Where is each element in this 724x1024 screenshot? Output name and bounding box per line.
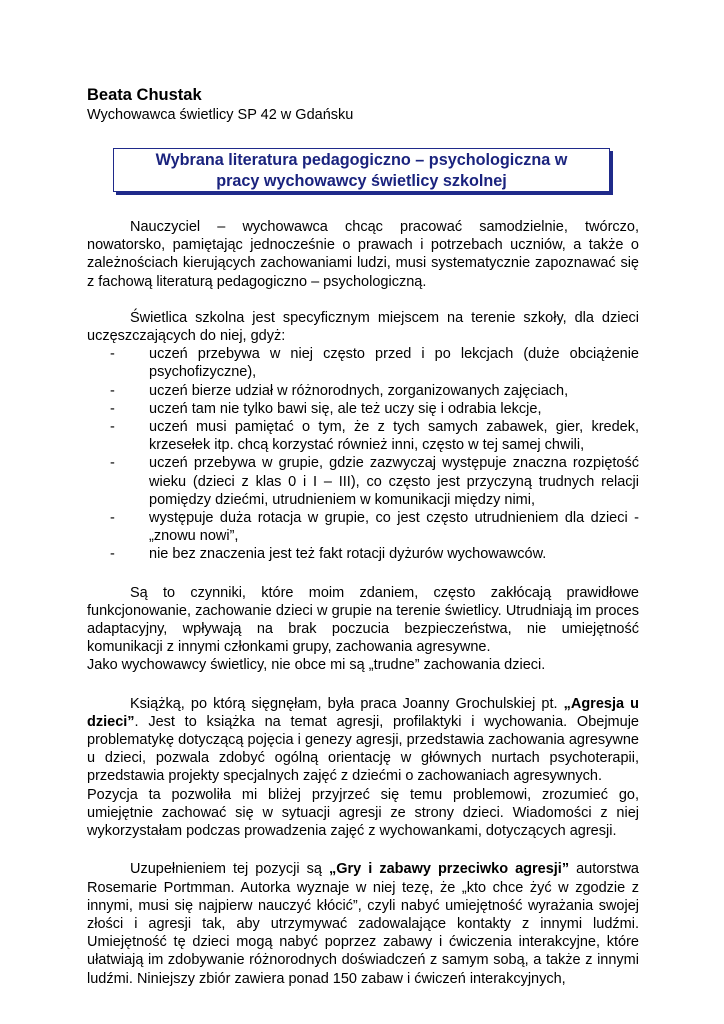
bullet-list (87, 345, 639, 563)
author-affiliation: Wychowawca świetlicy SP 42 w Gdańsku (87, 107, 354, 123)
paragraph-trudne-zachowania: Jako wychowawcy świetlicy, nie obce mi są „trudne” zachowania dzieci. (87, 657, 546, 674)
paragraph-intro: Nauczyciel – wychowawca chcąc pracować samodzielnie, twórczo, nowatorsko, pamiętając jednocześnie o prawach i potrzebach uczniów, a także o zależnościach kierujących zachowaniami ludzi, musi systematycznie zapoznawać się z fachową literaturą pedagogiczno – psychologiczną. (87, 219, 639, 290)
dash-bullet: - (110, 419, 115, 436)
dash-bullet: - (110, 455, 115, 472)
document-body (87, 218, 639, 988)
list-item: - uczeń przebywa w niej często przed i po lekcjach (duże obciążenie psychofizyczne), (110, 346, 639, 381)
author-name: Beata Chustak (87, 86, 202, 104)
paragraph-swietlica: Świetlica szkolna jest specyficznym miejscem na terenie szkoły, dla dzieci uczęszczających do niej, gdyż: (87, 309, 639, 345)
paragraph-pozycja: Pozycja ta pozwoliła mi bliżej przyjrzeć się temu problemowi, zrozumieć go, umiejętnie zachować się w sytuacji agresji ze strony dzieci. Wiadomości z niej wykorzystałam podczas prowadzenia zajęć z wychowankami, dotyczących agresji. (87, 786, 639, 840)
list-item: - nie bez znaczenia jest też fakt rotacji dyżurów wychowawców. (110, 546, 547, 563)
list-item: - uczeń przebywa w grupie, gdzie zazwyczaj występuje znaczna rozpiętość wieku (dzieci z klas 0 i I – III), co często jest przyczyną trudnych relacji pomiędzy dziećmi, utrudnieniem w komunikacji między nimi, (110, 455, 639, 508)
list-item: - występuje duża rotacja w grupie, co jest często utrudnieniem dla dzieci - „znowu nowi”, (110, 510, 639, 545)
list-item: - uczeń musi pamiętać o tym, że z tych samych zabawek, gier, kredek, krzesełek itp. chcą korzystać również inni, często w tej samej chwili, (110, 419, 639, 454)
title-box (113, 148, 610, 192)
dash-bullet: - (110, 546, 115, 563)
paragraph-czynniki: Są to czynniki, które moim zdaniem, często zakłócają prawidłowe funkcjonowanie, zachowanie dzieci w grupie na terenie świetlicy. Utrudniają im proces adaptacyjny, wpływają na brak poczucia bezpieczeństwa, nie umiejętność komunikacji z innymi członkami grupy, zachowania agresywne. (87, 584, 639, 656)
dash-bullet: - (110, 346, 115, 363)
paragraph-agresja-u-dzieci: Książką, po którą sięgnęłam, była praca Joanny Grochulskiej pt. „Agresja u dzieci”. Jest to książka na temat agresji, profilaktyki i wychowania. Obejmuje problematykę dotyczącą pojęcia i genezy agresji, przedstawia zachowania agresywne u dzieci, pozwala zdobyć ogólną orientację w głównych nurtach psychoterapii, przedstawia projekty specjalnych zajęć z dziećmi o zachowaniach agresywnych. (87, 695, 639, 785)
book-title-gry: „Gry i zabawy przeciwko agresji” (329, 861, 570, 878)
dash-bullet: - (110, 510, 115, 527)
book-title-agresja: „Agresja u dzieci” (87, 695, 639, 730)
dash-bullet: - (110, 400, 115, 417)
title-line-2: pracy wychowawcy świetlicy szkolnej (216, 172, 507, 190)
paragraph-gry-i-zabawy: Uzupełnieniem tej pozycji są „Gry i zabawy przeciwko agresji” autorstwa Rosemarie Portmman. Autorka wyznaje w niej tezę, że „kto chce żyć w zgodzie z innymi, musi się najpierw nauczyć kłócić”, czyli nabyć umiejętność wyrażania swojej złości i agresji tak, aby utrzymywać zadowalające kontakty z innymi ludźmi. Umiejętność tę dzieci mogą nabyć poprzez zabawy i ćwiczenia interakcyjne, które ułatwiają im zdobywanie różnorodnych doświadczeń z samym sobą, a także z innymi ludźmi. Niniejszy zbiór zawiera ponad 150 zabaw i ćwiczeń interakcyjnych, (87, 861, 639, 987)
list-item: - uczeń tam nie tylko bawi się, ale też uczy się i odrabia lekcje, (110, 400, 542, 417)
list-item: - uczeń bierze udział w różnorodnych, zorganizowanych zajęciach, (110, 382, 569, 399)
dash-bullet: - (110, 382, 115, 399)
title-line-1: Wybrana literatura pedagogiczno – psychologiczna w (155, 151, 568, 169)
